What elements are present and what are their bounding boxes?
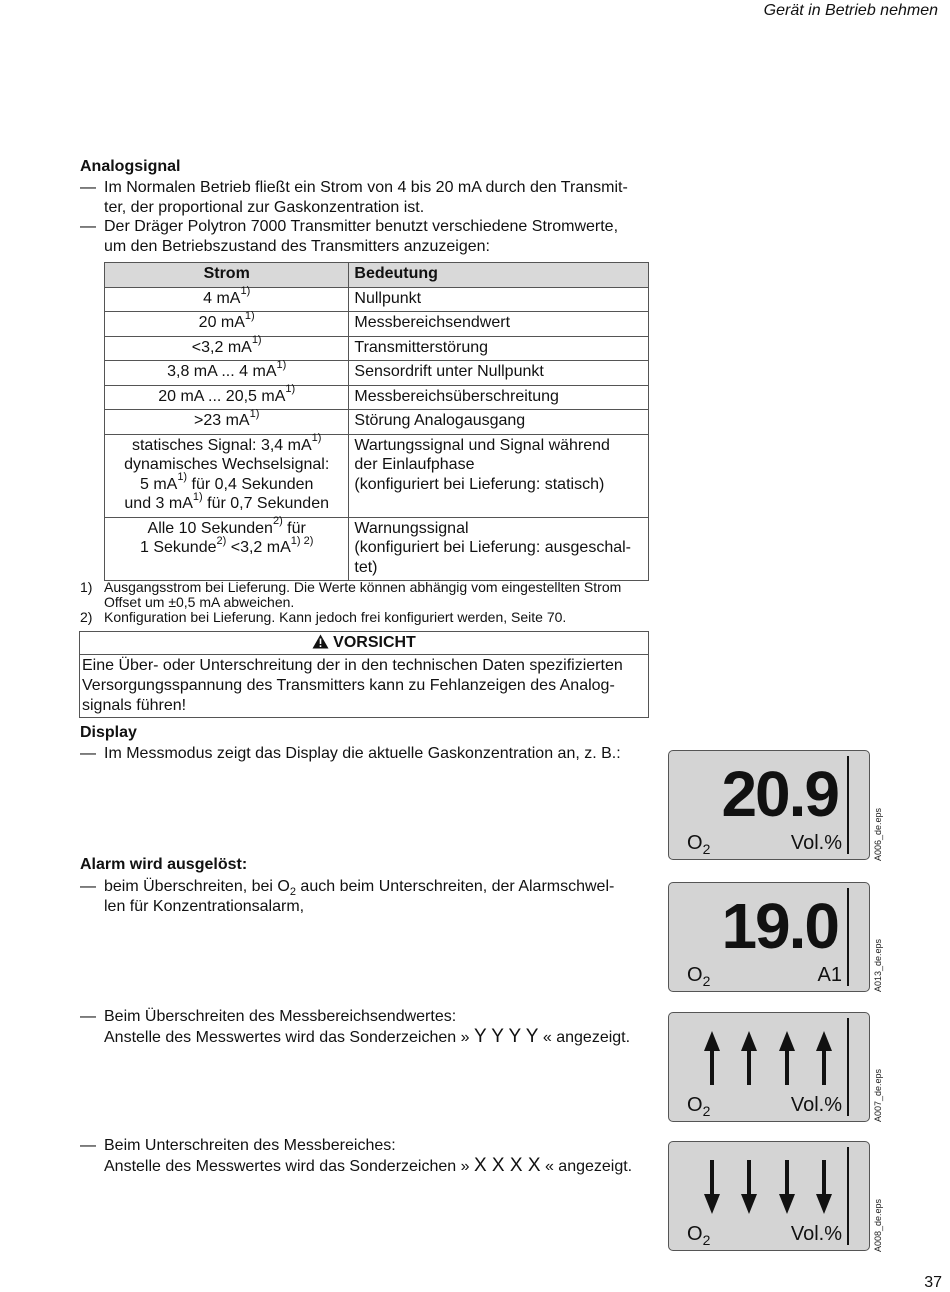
caution-header [80, 632, 648, 655]
table-row [105, 385, 649, 410]
warning-triangle-icon [312, 634, 329, 649]
cell-line: tet) [354, 558, 378, 576]
special-symbol: Y Y Y Y [473, 1025, 539, 1047]
caution-box [79, 631, 649, 718]
analog-bullets [80, 178, 660, 256]
footnote-ref: 1) [251, 334, 262, 347]
cell-line: für [282, 519, 306, 537]
cell-line: Alle 10 Sekunden [147, 519, 273, 537]
lcd-gas: $O_2$ [687, 832, 711, 857]
footnote-text: Ausgangsstrom bei Lieferung. Die Werte können abhängig vom eingestellten Strom [104, 579, 622, 595]
lcd-value: 20.9 [721, 758, 838, 830]
bullet-text: len für Konzentrationsalarm, [104, 897, 305, 915]
footnote-number: 2) [80, 609, 93, 625]
column-header-bedeutung: Bedeutung [349, 263, 649, 288]
cell-bedeutung [349, 434, 649, 517]
list-item [80, 877, 660, 916]
lcd-bargraph [847, 756, 849, 854]
cell-bedeutung: Störung Analogausgang [349, 410, 649, 435]
special-symbol: X X X X [473, 1154, 541, 1176]
bullet-text: ter, der proportional zur Gaskonzentration ist. [104, 198, 425, 216]
figure-id: A008_de.eps [873, 1198, 883, 1252]
table-row [105, 361, 649, 386]
cell-line: statisches Signal: 3,4 mA [131, 436, 312, 454]
bullet-text: Beim Überschreiten des Messbereichsendwertes: [104, 1008, 457, 1025]
table-row [105, 517, 649, 581]
caution-line: Versorgungsspannung des Transmitters kann zu Fehlanzeigen des Analog- [82, 677, 615, 694]
footnote-ref: 1) [311, 432, 322, 445]
display-heading: Display [80, 724, 137, 741]
table-row [105, 312, 649, 337]
alarm-heading: Alarm wird ausgelöst: [80, 856, 248, 873]
lcd-display [668, 1012, 870, 1122]
lcd-unit: A1 [817, 964, 842, 986]
column-header-strom: Strom [105, 263, 349, 288]
cell-bedeutung [349, 517, 649, 581]
cell-bedeutung: Sensordrift unter Nullpunkt [349, 361, 649, 386]
page-number: 37 [924, 1274, 942, 1291]
footnote-text: Offset um ±0,5 mA abweichen. [104, 594, 295, 610]
lcd-gas: $O_2$ [687, 964, 711, 989]
figure-id: A007_de.eps [873, 1068, 883, 1122]
dash: — [80, 745, 96, 762]
table-row [105, 336, 649, 361]
dash: — [80, 1137, 96, 1154]
cell-line: dynamisches Wechselsignal: [124, 456, 330, 473]
cell-strom [105, 517, 349, 581]
footnote-ref: 1) [177, 471, 188, 484]
cell-line: der Einlaufphase [354, 456, 475, 473]
lcd-unit: Vol.% [790, 832, 842, 854]
cell-bedeutung: Messbereichsüberschreitung [349, 385, 649, 410]
cell-bedeutung: Messbereichsendwert [349, 312, 649, 337]
bullet-text: « angezeigt. [540, 1157, 633, 1175]
dash: — [80, 179, 96, 196]
cell-strom: 20 mA [198, 314, 245, 331]
bullet-text: beim Überschreiten, bei O [104, 878, 290, 895]
cell-line: 5 mA [139, 475, 178, 493]
bullet-text: Im Normalen Betrieb fließt ein Strom von 4 bis 20 mA durch den Transmit- [104, 179, 628, 196]
dash: — [80, 218, 96, 235]
lcd-gas: $O_2$ [687, 1223, 711, 1248]
footnote-ref: 1) [244, 309, 255, 322]
cell-strom: >23 mA [194, 412, 250, 429]
cell-line: (konfiguriert bei Lieferung: statisch) [354, 475, 605, 493]
lcd-bargraph [847, 888, 849, 986]
cell-line: und 3 mA [124, 495, 193, 512]
cell-line: Wartungssignal und Signal während [354, 436, 610, 454]
running-header: Gerät in Betrieb nehmen [763, 2, 938, 19]
list-item [80, 1007, 660, 1047]
figure-id: A006_de.eps [873, 807, 883, 861]
bullet-text: Im Messmodus zeigt das Display die aktuelle Gaskonzentration an, z. B.: [104, 745, 621, 762]
figure-id: A013_de.eps [873, 938, 883, 992]
bullet-text: Beim Unterschreiten des Messbereiches: [104, 1137, 396, 1154]
footnote [80, 610, 680, 625]
cell-bedeutung: Transmitterstörung [349, 336, 649, 361]
footnote-text: Konfiguration bei Lieferung. Kann jedoch frei konfiguriert werden, Seite 70. [104, 609, 567, 625]
lcd-display [668, 882, 870, 992]
caution-line: Eine Über- oder Unterschreitung der in den technischen Daten spezifizierten [82, 657, 623, 674]
lcd-display [668, 1141, 870, 1251]
lcd-gas: $O_2$ [687, 1094, 711, 1119]
list-item [80, 217, 660, 256]
footnotes [80, 580, 680, 625]
cell-strom: 4 mA [203, 289, 241, 307]
bullet-text: Anstelle des Messwertes wird das Sonderzeichen » [104, 1028, 474, 1046]
cell-line: (konfiguriert bei Lieferung: ausgeschal- [354, 539, 631, 556]
caution-line: signals führen! [82, 697, 187, 714]
cell-strom [105, 434, 349, 517]
lcd-unit: Vol.% [790, 1223, 842, 1245]
cell-line: für 0,7 Sekunden [202, 495, 329, 512]
lcd-value: 19.0 [721, 890, 838, 962]
cell-strom: 20 mA ... 20,5 mA [158, 387, 286, 405]
footnote-ref: 1) [240, 285, 251, 298]
list-item [80, 178, 660, 217]
footnote-ref: 1) [249, 407, 260, 420]
cell-line: 1 Sekunde [139, 539, 217, 556]
current-table [104, 262, 649, 581]
cell-strom: <3,2 mA [191, 338, 252, 356]
list-item [80, 744, 660, 764]
cell-line: für 0,4 Sekunden [187, 475, 314, 493]
lcd-bargraph [847, 1147, 849, 1245]
dash: — [80, 878, 96, 895]
footnote [80, 580, 680, 610]
footnote-ref: 2) [216, 534, 227, 547]
footnote-ref: 1) [276, 358, 287, 371]
lcd-bargraph [847, 1018, 849, 1116]
cell-line: Warnungssignal [354, 519, 469, 537]
table-header-row [105, 263, 649, 288]
table-row [105, 410, 649, 435]
bullet-text: um den Betriebszustand des Transmitters anzuzeigen: [104, 237, 490, 255]
cell-line: <3,2 mA [226, 539, 291, 556]
cell-strom: 3,8 mA ... 4 mA [167, 363, 277, 380]
cell-bedeutung: Nullpunkt [349, 287, 649, 312]
bullet-text: « angezeigt. [538, 1028, 631, 1046]
lcd-unit: Vol.% [790, 1094, 842, 1116]
bullet-text: Anstelle des Messwertes wird das Sonderzeichen » [104, 1157, 474, 1175]
footnote-ref: 1) [285, 383, 296, 396]
footnote-ref: 1) 2) [290, 534, 314, 547]
caution-text [80, 655, 648, 717]
analog-heading: Analogsignal [80, 158, 181, 175]
table-row [105, 287, 649, 312]
bullet-text: auch beim Unterschreiten, der Alarmschwel- [295, 878, 615, 895]
footnote-ref: 2) [272, 515, 283, 528]
footnote-number: 1) [80, 579, 93, 595]
dash: — [80, 1008, 96, 1025]
list-item [80, 1136, 660, 1176]
table-row [105, 434, 649, 517]
bullet-text: Der Dräger Polytron 7000 Transmitter benutzt verschiedene Stromwerte, [104, 218, 619, 235]
subscript: 2 [289, 886, 296, 899]
lcd-display [668, 750, 870, 860]
caution-title: VORSICHT [333, 634, 416, 651]
footnote-ref: 1) [192, 490, 203, 503]
